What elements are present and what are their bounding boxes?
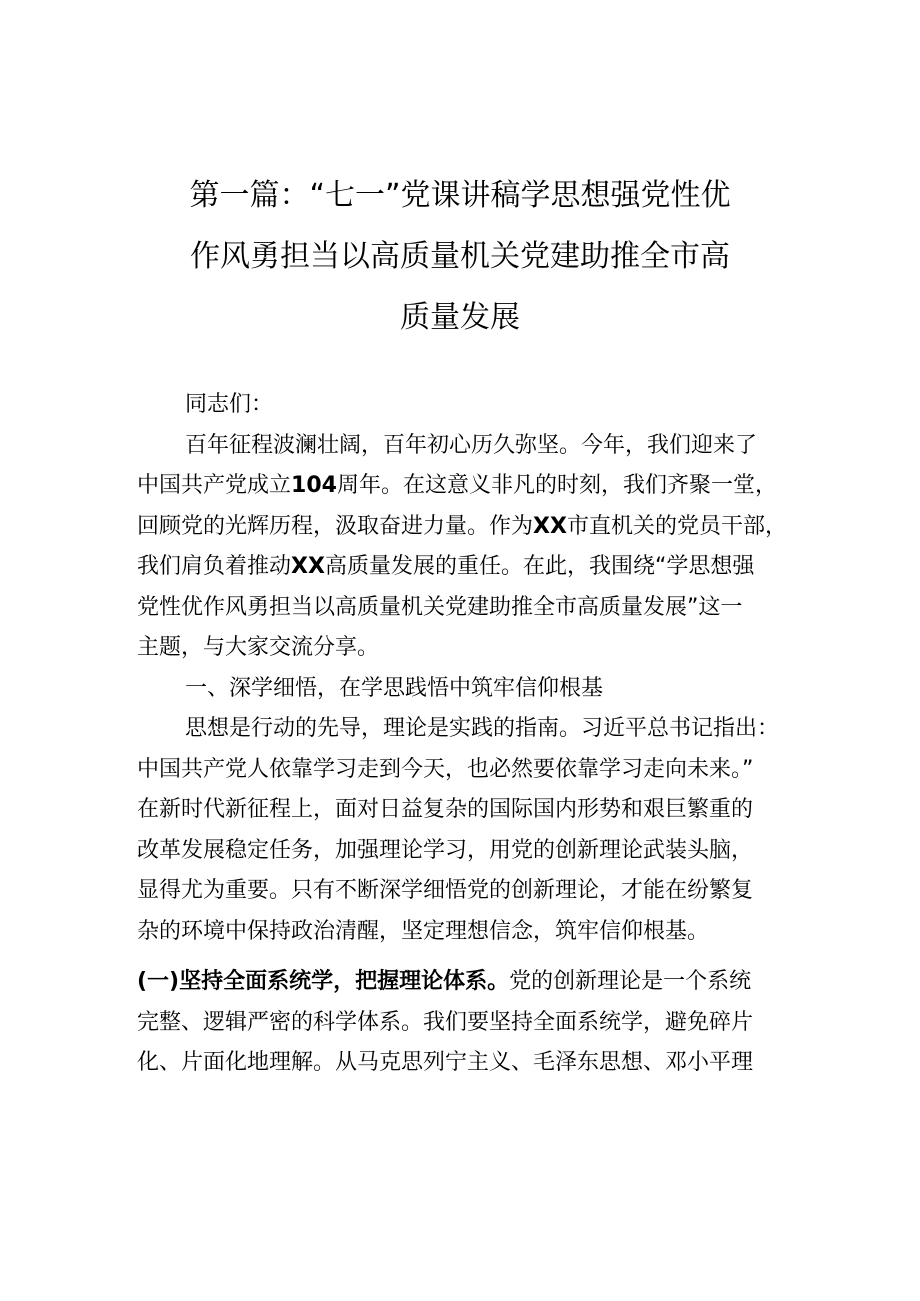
document-title	[120, 165, 800, 348]
title-line-1: 第一篇：“七一”党课讲稿学思想强党性优	[189, 178, 731, 213]
paragraph-1-line-2	[137, 466, 817, 507]
text-run: 我们肩负着推动	[137, 554, 292, 579]
paragraph-2-line-2: 中国共产党人依靠学习走到今天，也必然要依靠学习走向未来。”	[137, 756, 754, 782]
paragraph-1-line-6: 主题，与大家交流分享。	[137, 635, 380, 660]
paragraph-3-line-2: 完整、逻辑严密的科学体系。我们要坚持全面系统学，避免碎片	[137, 1009, 754, 1035]
title-line-3: 质量发展	[400, 300, 520, 335]
text-run: 党的创新理论是一个系统	[509, 969, 752, 994]
text-run: 中国共产党成立	[137, 473, 292, 498]
subsection-1-lead: (一)坚持全面系统学，把握理论体系。	[137, 969, 510, 994]
paragraph-1-line-5: 党性优作风勇担当以高质量机关党建助推全市高质量发展”这一	[137, 594, 743, 620]
text-run: 回顾党的光辉历程，汲取奋进力量。作为	[137, 513, 534, 539]
text-run: 周年。在这意义非凡的时刻，我们齐聚一堂，	[336, 473, 777, 498]
paragraph-3-line-3: 化、片面化地理解。从马克思列宁主义、毛泽东思想、邓小平理	[137, 1050, 754, 1075]
placeholder-xx: XX	[291, 554, 325, 579]
section-1-heading: 一、深学细悟，在学思践悟中筑牢信仰根基	[185, 675, 604, 701]
paragraph-2-line-4: 改革发展稳定任务，加强理论学习，用党的创新理论武装头脑，	[137, 837, 754, 863]
text-run: 高质量发展的重任。在此，我围绕“学思想强	[324, 554, 755, 579]
paragraph-2-line-1: 思想是行动的先导，理论是实践的指南。习近平总书记指出：	[185, 716, 780, 741]
document-body	[137, 385, 817, 1084]
number-104: 104	[291, 473, 337, 498]
paragraph-2-line-6: 杂的环境中保持政治清醒，坚定理想信念，筑牢信仰根基。	[137, 918, 710, 944]
greeting: 同志们：	[185, 392, 274, 417]
paragraph-1-line-4	[137, 547, 817, 588]
paragraph-2-line-5: 显得尤为重要。只有不断深学细悟党的创新理论，才能在纷繁复	[137, 878, 754, 903]
paragraph-3-line-1	[137, 962, 817, 1003]
title-line-2: 作风勇担当以高质量机关党建助推全市高	[190, 239, 730, 274]
text-run: 市直机关的党员干部，	[566, 513, 787, 539]
paragraph-2-line-3: 在新时代新征程上，面对日益复杂的国际国内形势和艰巨繁重的	[137, 797, 754, 822]
placeholder-xx: XX	[533, 513, 567, 539]
paragraph-1-line-1: 百年征程波澜壮阔，百年初心历久弥坚。今年，我们迎来了	[185, 432, 758, 458]
paragraph-1-line-3	[137, 507, 817, 548]
